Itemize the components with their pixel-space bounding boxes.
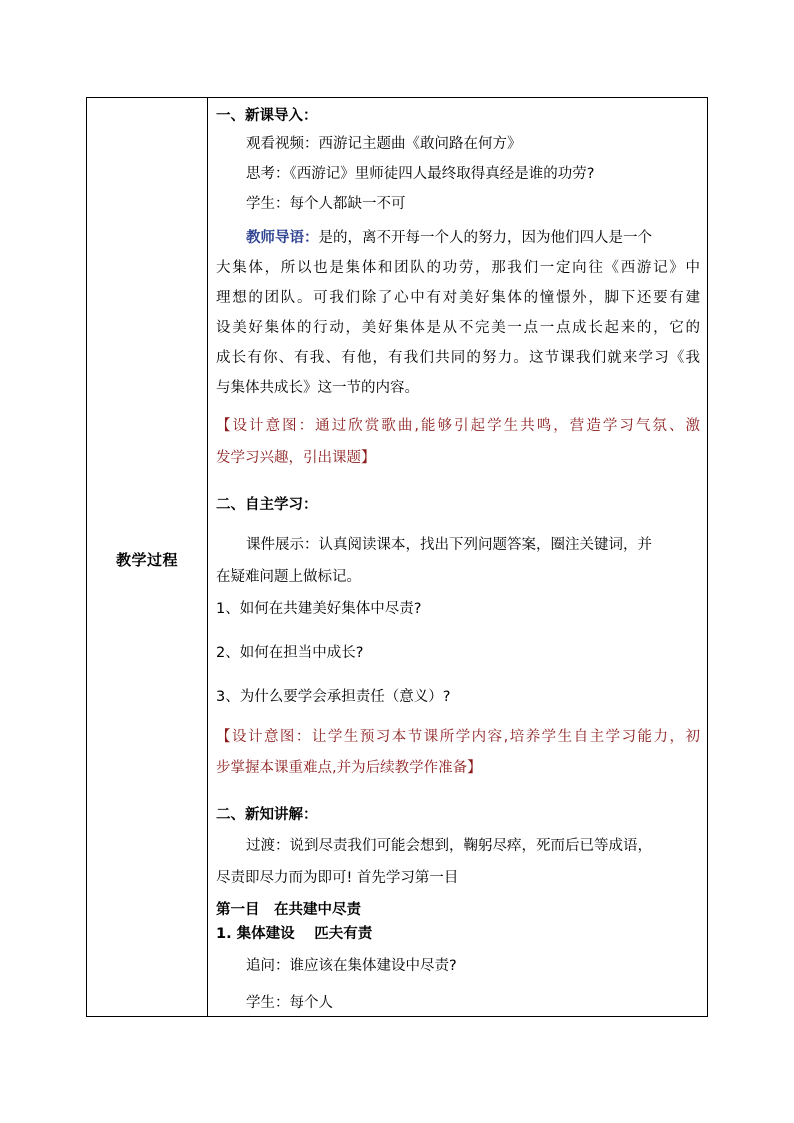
- student-answer-1: 学生：每个人都缺一不可: [246, 196, 406, 212]
- lesson-table: [86, 97, 708, 1017]
- teacher-intro-line-2: 大集体，所以也是集体和团队的功劳，那我们一定向往《西游记》中: [216, 260, 700, 276]
- follow-up-question: 追问：谁应该在集体建设中尽责?: [246, 958, 457, 974]
- transition-line-1: 过渡：说到尽责我们可能会想到，鞠躬尽瘁，死而后已等成语，: [246, 838, 652, 854]
- section1-heading: 一、新课导入：: [216, 108, 318, 124]
- teacher-intro-line-4: 设美好集体的行动，美好集体是从不完美一点一点成长起来的，它的: [216, 320, 700, 336]
- question-2: 2、如何在担当中成长?: [216, 645, 364, 661]
- design-intent-2-line-1: 【设计意图：让学生预习本节课所学内容,培养学生自主学习能力，初: [216, 729, 700, 745]
- design-intent-1-line-1: 【设计意图：通过欣赏歌曲,能够引起学生共鸣，营造学习气氛、激: [216, 418, 700, 434]
- question-3: 3、为什么要学会承担责任（意义）?: [216, 689, 451, 705]
- section3-heading: 二、新知讲解：: [216, 807, 318, 823]
- row-label: 教学过程: [115, 551, 178, 569]
- video-line: 观看视频：西游记主题曲《敢问路在何方》: [246, 136, 522, 152]
- think-line: 思考：《西游记》里师徒四人最终取得真经是谁的功劳?: [246, 166, 595, 182]
- student-answer-2: 学生：每个人: [246, 995, 333, 1011]
- subheading-first-item: 第一目 在共建中尽责: [216, 902, 361, 918]
- transition-line-2: 尽责即尽力而为即可! 首先学习第一目: [216, 870, 459, 886]
- left-column: [87, 98, 208, 1016]
- teacher-intro-line-1: [246, 228, 652, 248]
- teacher-intro-text-1: 是的，离不开每一个人的努力，因为他们四人是一个: [318, 230, 652, 246]
- teacher-intro-label: 教师导语：: [246, 230, 319, 246]
- teacher-intro-line-6: 与集体共成长》这一节的内容。: [216, 380, 419, 396]
- content-column: [208, 98, 707, 1016]
- question-1: 1、如何在共建美好集体中尽责?: [216, 601, 422, 617]
- courseware-line-1: 课件展示：认真阅读课本，找出下列问题答案，圈注关键词，并: [246, 537, 652, 553]
- teacher-intro-line-5: 成长有你、有我、有他，有我们共同的努力。这节课我们就来学习《我: [216, 350, 700, 366]
- design-intent-1-line-2: 发学习兴趣，引出课题】: [216, 450, 376, 466]
- section2-heading: 二、自主学习：: [216, 497, 318, 513]
- courseware-line-2: 在疑难问题上做标记。: [216, 569, 361, 585]
- design-intent-2-line-2: 步掌握本课重难点,并为后续教学作准备】: [216, 760, 482, 776]
- point-1-heading: 1. 集体建设 匹夫有责: [216, 926, 373, 942]
- teacher-intro-line-3: 理想的团队。可我们除了心中有对美好集体的憧憬外，脚下还要有建: [216, 290, 700, 306]
